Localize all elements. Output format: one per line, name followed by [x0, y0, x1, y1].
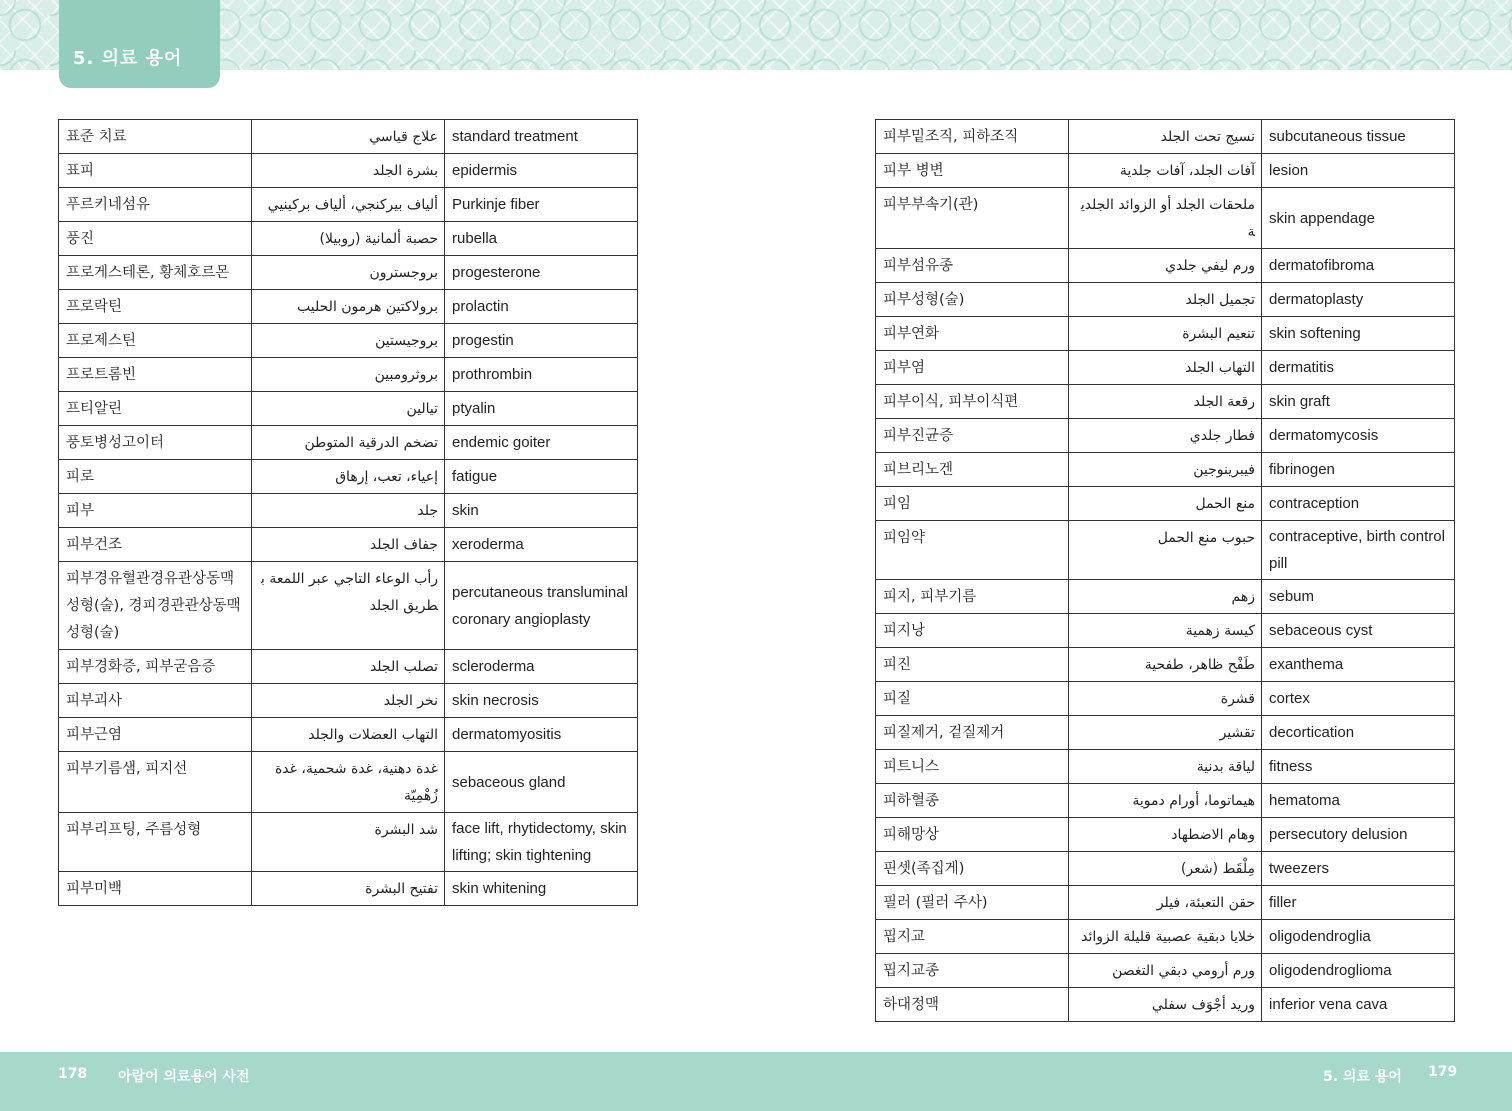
arabic-term-cell: بروجيستين — [252, 324, 445, 358]
term-row — [59, 120, 638, 154]
term-row — [876, 920, 1455, 954]
korean-term-cell: 피부건조 — [59, 528, 252, 562]
korean-term-cell: 피부리프팅, 주름성형 — [59, 813, 252, 872]
arabic-term-cell: بشرة الجلد — [252, 154, 445, 188]
term-row — [59, 650, 638, 684]
korean-term-cell: 피지낭 — [876, 614, 1069, 648]
korean-term-cell: 핍지교 — [876, 920, 1069, 954]
term-row — [876, 283, 1455, 317]
term-row — [59, 256, 638, 290]
term-row — [876, 487, 1455, 521]
korean-term-cell: 피하혈종 — [876, 784, 1069, 818]
korean-term-cell: 피브리노겐 — [876, 453, 1069, 487]
korean-term-cell: 프티알린 — [59, 392, 252, 426]
korean-term-cell: 표준 치료 — [59, 120, 252, 154]
arabic-term-cell: تضخم الدرقية المتوطن — [252, 426, 445, 460]
korean-term-cell: 피부괴사 — [59, 684, 252, 718]
arabic-term-cell: تيالين — [252, 392, 445, 426]
arabic-term-cell: حقن التعبئة، فيلر — [1069, 886, 1262, 920]
korean-term-cell: 피부 병변 — [876, 154, 1069, 188]
korean-term-cell: 피임약 — [876, 521, 1069, 580]
arabic-term-cell: رأب الوعاء التاجي عبر اللمعة بطريق الجلد — [252, 562, 445, 650]
english-term-cell: dermatitis — [1262, 351, 1455, 385]
korean-term-cell: 피로 — [59, 460, 252, 494]
korean-term-cell: 피부이식, 피부이식편 — [876, 385, 1069, 419]
english-term-cell: contraceptive, birth control pill — [1262, 521, 1455, 580]
korean-term-cell: 풍토병성고이터 — [59, 426, 252, 460]
english-term-cell: xeroderma — [445, 528, 638, 562]
arabic-term-cell: رقعة الجلد — [1069, 385, 1262, 419]
english-term-cell: subcutaneous tissue — [1262, 120, 1455, 154]
english-term-cell: filler — [1262, 886, 1455, 920]
korean-term-cell: 프로제스틴 — [59, 324, 252, 358]
term-row — [59, 222, 638, 256]
term-row — [876, 453, 1455, 487]
korean-term-cell: 필러 (필러 주사) — [876, 886, 1069, 920]
arabic-term-cell: هيماتوما، أورام دموية — [1069, 784, 1262, 818]
term-row — [876, 988, 1455, 1022]
term-row — [59, 392, 638, 426]
left-book-title: 아랍어 의료용어 사전 — [118, 1069, 250, 1085]
english-term-cell: face lift, rhytidectomy, skin lifting; skin tightening — [445, 813, 638, 872]
korean-term-cell: 하대정맥 — [876, 988, 1069, 1022]
english-term-cell: exanthema — [1262, 648, 1455, 682]
term-row — [876, 614, 1455, 648]
english-term-cell: dermatomyositis — [445, 718, 638, 752]
arabic-term-cell: نخر الجلد — [252, 684, 445, 718]
arabic-term-cell: علاج قياسي — [252, 120, 445, 154]
english-term-cell: tweezers — [1262, 852, 1455, 886]
right-page-number: 179 — [1428, 1064, 1458, 1080]
english-term-cell: fibrinogen — [1262, 453, 1455, 487]
korean-term-cell: 피임 — [876, 487, 1069, 521]
arabic-term-cell: ورم ليفي جلدي — [1069, 249, 1262, 283]
arabic-term-cell: نسيج تحت الجلد — [1069, 120, 1262, 154]
english-term-cell: prolactin — [445, 290, 638, 324]
english-term-cell: skin whitening — [445, 872, 638, 906]
term-row — [59, 872, 638, 906]
term-row — [876, 750, 1455, 784]
term-row — [876, 648, 1455, 682]
korean-term-cell: 피부경화증, 피부굳음증 — [59, 650, 252, 684]
term-row — [876, 886, 1455, 920]
arabic-term-cell: ملحقات الجلد أو الزوائد الجلدية — [1069, 188, 1262, 249]
term-row — [876, 385, 1455, 419]
korean-term-cell: 피부성형(술) — [876, 283, 1069, 317]
term-row — [876, 818, 1455, 852]
term-row — [59, 752, 638, 813]
english-term-cell: prothrombin — [445, 358, 638, 392]
english-term-cell: persecutory delusion — [1262, 818, 1455, 852]
english-term-cell: decortication — [1262, 716, 1455, 750]
english-term-cell: dermatofibroma — [1262, 249, 1455, 283]
korean-term-cell: 피부밑조직, 피하조직 — [876, 120, 1069, 154]
term-row — [59, 718, 638, 752]
english-term-cell: oligodendroglia — [1262, 920, 1455, 954]
arabic-term-cell: جلد — [252, 494, 445, 528]
term-row — [876, 419, 1455, 453]
korean-term-cell: 피부염 — [876, 351, 1069, 385]
english-term-cell: fitness — [1262, 750, 1455, 784]
term-row — [59, 684, 638, 718]
term-row — [59, 290, 638, 324]
korean-term-cell: 피질 — [876, 682, 1069, 716]
korean-term-cell: 피부기름샘, 피지선 — [59, 752, 252, 813]
korean-term-cell: 피부근염 — [59, 718, 252, 752]
arabic-term-cell: غدة دهنية، غدة شحمية، غدة زُهْمِيّة — [252, 752, 445, 813]
arabic-term-cell: وريد أجْوَف سفلي — [1069, 988, 1262, 1022]
left-page-number: 178 — [58, 1066, 88, 1082]
english-term-cell: hematoma — [1262, 784, 1455, 818]
arabic-term-cell: بروثرومبين — [252, 358, 445, 392]
right-section-title: 5. 의료 용어 — [1323, 1069, 1402, 1085]
english-term-cell: standard treatment — [445, 120, 638, 154]
arabic-term-cell: بروجسترون — [252, 256, 445, 290]
english-term-cell: skin necrosis — [445, 684, 638, 718]
term-row — [876, 249, 1455, 283]
english-term-cell: oligodendroglioma — [1262, 954, 1455, 988]
arabic-term-cell: تقشير — [1069, 716, 1262, 750]
arabic-term-cell: إعياء، تعب، إرهاق — [252, 460, 445, 494]
english-term-cell: rubella — [445, 222, 638, 256]
term-row — [876, 188, 1455, 249]
arabic-term-cell: قشرة — [1069, 682, 1262, 716]
korean-term-cell: 피부미백 — [59, 872, 252, 906]
english-term-cell: sebaceous gland — [445, 752, 638, 813]
term-row — [876, 521, 1455, 580]
term-row — [59, 358, 638, 392]
section-tab — [59, 0, 220, 88]
term-row — [876, 580, 1455, 614]
english-term-cell: progesterone — [445, 256, 638, 290]
korean-term-cell: 표피 — [59, 154, 252, 188]
arabic-term-cell: آفات الجلد، آفات جلدية — [1069, 154, 1262, 188]
english-term-cell: Purkinje fiber — [445, 188, 638, 222]
arabic-term-cell: تجميل الجلد — [1069, 283, 1262, 317]
arabic-term-cell: حصبة ألمانية (روبيلا) — [252, 222, 445, 256]
english-term-cell: skin — [445, 494, 638, 528]
term-row — [876, 317, 1455, 351]
korean-term-cell: 피부섬유종 — [876, 249, 1069, 283]
term-row — [59, 528, 638, 562]
section-title: 5. 의료 용어 — [73, 48, 183, 69]
term-row — [876, 784, 1455, 818]
korean-term-cell: 피질제거, 겉질제거 — [876, 716, 1069, 750]
english-term-cell: lesion — [1262, 154, 1455, 188]
term-row — [876, 852, 1455, 886]
left-terms-table — [58, 119, 638, 906]
term-row — [59, 154, 638, 188]
arabic-term-cell: فيبرينوجين — [1069, 453, 1262, 487]
english-term-cell: inferior vena cava — [1262, 988, 1455, 1022]
right-terms-table — [875, 119, 1455, 1022]
arabic-term-cell: التهاب الجلد — [1069, 351, 1262, 385]
korean-term-cell: 핀셋(족집게) — [876, 852, 1069, 886]
english-term-cell: scleroderma — [445, 650, 638, 684]
english-term-cell: cortex — [1262, 682, 1455, 716]
english-term-cell: contraception — [1262, 487, 1455, 521]
term-row — [59, 426, 638, 460]
english-term-cell: dermatoplasty — [1262, 283, 1455, 317]
english-term-cell: skin graft — [1262, 385, 1455, 419]
english-term-cell: skin appendage — [1262, 188, 1455, 249]
korean-term-cell: 피부경유혈관경유관상동맥성형(술), 경피경관관상동맥성형(술) — [59, 562, 252, 650]
korean-term-cell: 피트니스 — [876, 750, 1069, 784]
term-row — [59, 460, 638, 494]
english-term-cell: epidermis — [445, 154, 638, 188]
korean-term-cell: 피부 — [59, 494, 252, 528]
arabic-term-cell: برولاكتين هرمون الحليب — [252, 290, 445, 324]
arabic-term-cell: طَفْح ظاهر، طفحية — [1069, 648, 1262, 682]
term-row — [59, 494, 638, 528]
arabic-term-cell: حبوب منع الحمل — [1069, 521, 1262, 580]
korean-term-cell: 피부부속기(관) — [876, 188, 1069, 249]
english-term-cell: ptyalin — [445, 392, 638, 426]
arabic-term-cell: شد البشرة — [252, 813, 445, 872]
arabic-term-cell: لياقة بدنية — [1069, 750, 1262, 784]
korean-term-cell: 프로락틴 — [59, 290, 252, 324]
english-term-cell: percutaneous transluminal coronary angioplasty — [445, 562, 638, 650]
term-row — [876, 120, 1455, 154]
korean-term-cell: 피지, 피부기름 — [876, 580, 1069, 614]
header-pattern-band — [0, 0, 1512, 70]
arabic-term-cell: تنعيم البشرة — [1069, 317, 1262, 351]
arabic-term-cell: منع الحمل — [1069, 487, 1262, 521]
english-term-cell: progestin — [445, 324, 638, 358]
arabic-term-cell: تفتيح البشرة — [252, 872, 445, 906]
term-row — [876, 351, 1455, 385]
korean-term-cell: 핍지교종 — [876, 954, 1069, 988]
term-row — [876, 716, 1455, 750]
term-row — [59, 562, 638, 650]
korean-term-cell: 프로게스테론, 황체호르몬 — [59, 256, 252, 290]
term-row — [59, 813, 638, 872]
arabic-term-cell: ورم أرومي دبقي التغصن — [1069, 954, 1262, 988]
arabic-term-cell: جفاف الجلد — [252, 528, 445, 562]
arabic-term-cell: فطار جلدي — [1069, 419, 1262, 453]
term-row — [59, 324, 638, 358]
arabic-term-cell: خلايا دبقية عصبية قليلة الزوائد — [1069, 920, 1262, 954]
korean-term-cell: 푸르키네섬유 — [59, 188, 252, 222]
arabic-term-cell: مِلْقَط (شعر) — [1069, 852, 1262, 886]
arabic-term-cell: وهام الاضطهاد — [1069, 818, 1262, 852]
term-row — [59, 188, 638, 222]
korean-term-cell: 프로트롬빈 — [59, 358, 252, 392]
arabic-term-cell: كيسة زهمية — [1069, 614, 1262, 648]
english-term-cell: endemic goiter — [445, 426, 638, 460]
english-term-cell: fatigue — [445, 460, 638, 494]
arabic-term-cell: التهاب العضلات والجلد — [252, 718, 445, 752]
term-row — [876, 682, 1455, 716]
korean-term-cell: 피부연화 — [876, 317, 1069, 351]
term-row — [876, 954, 1455, 988]
arabic-term-cell: زهم — [1069, 580, 1262, 614]
english-term-cell: sebaceous cyst — [1262, 614, 1455, 648]
english-term-cell: sebum — [1262, 580, 1455, 614]
arabic-term-cell: تصلب الجلد — [252, 650, 445, 684]
term-row — [876, 154, 1455, 188]
english-term-cell: skin softening — [1262, 317, 1455, 351]
english-term-cell: dermatomycosis — [1262, 419, 1455, 453]
korean-term-cell: 풍진 — [59, 222, 252, 256]
arabic-term-cell: ألياف بيركنجي، ألياف بركينيي — [252, 188, 445, 222]
korean-term-cell: 피해망상 — [876, 818, 1069, 852]
korean-term-cell: 피진 — [876, 648, 1069, 682]
korean-term-cell: 피부진균증 — [876, 419, 1069, 453]
